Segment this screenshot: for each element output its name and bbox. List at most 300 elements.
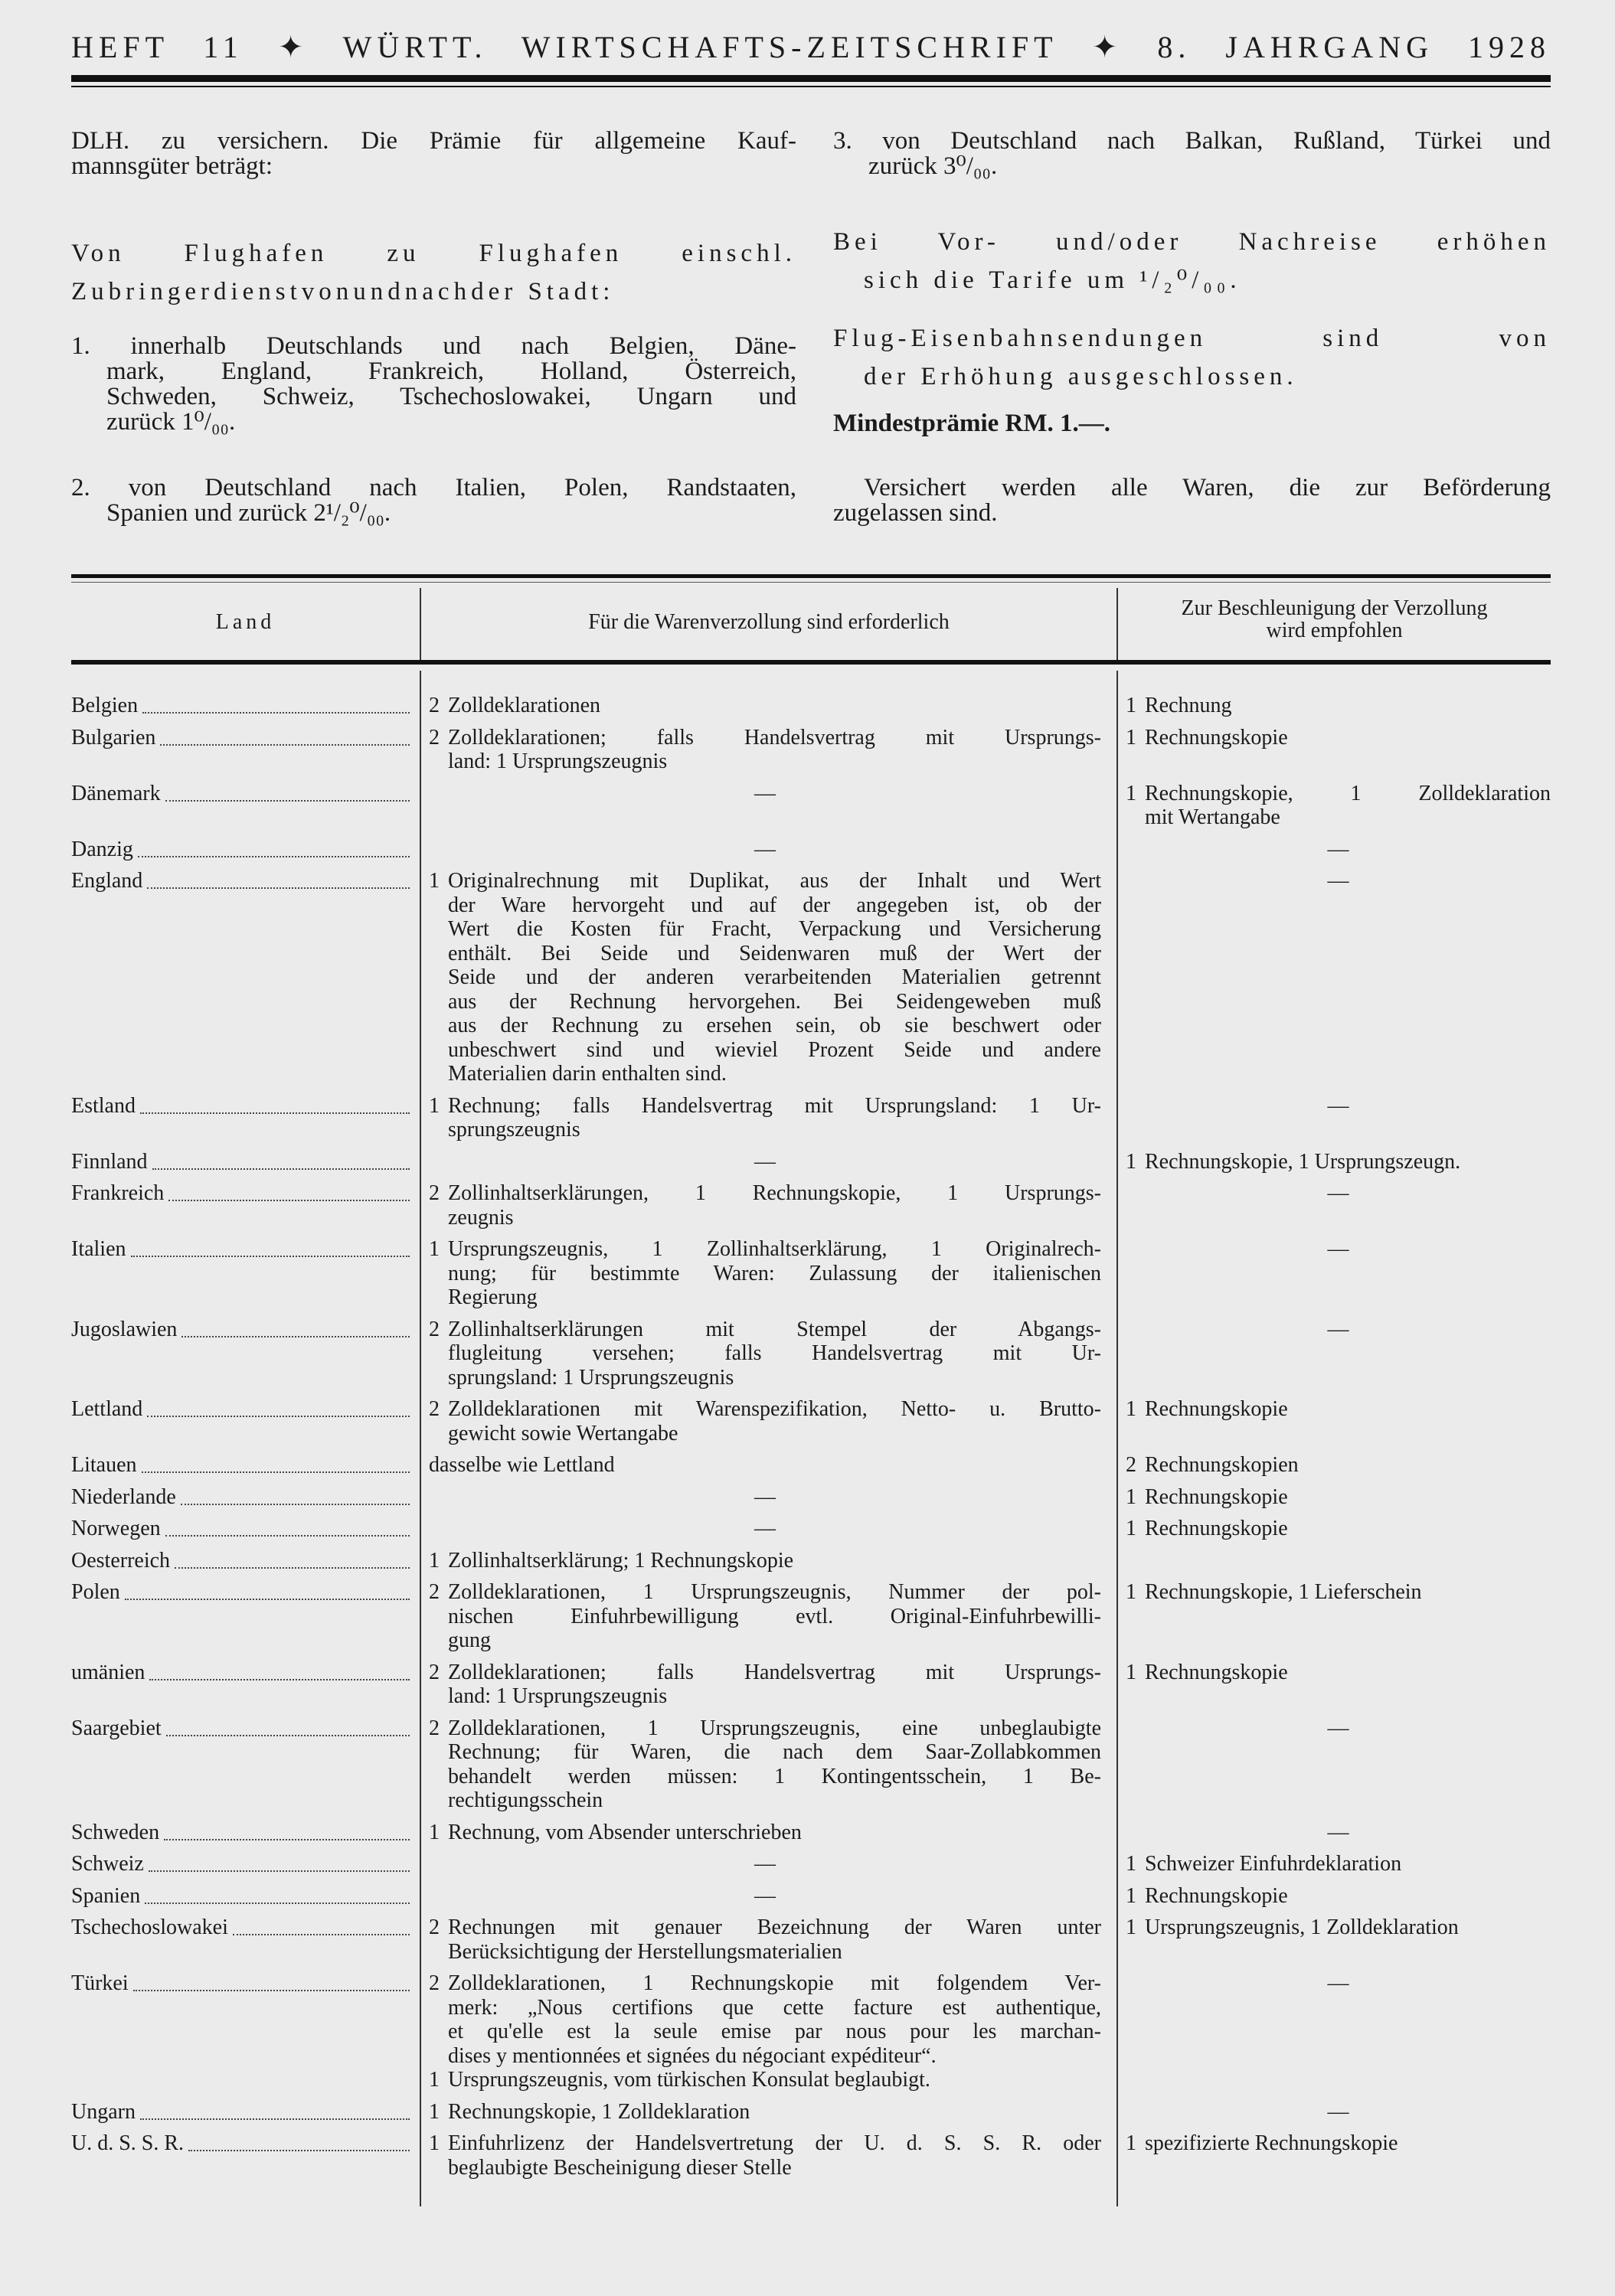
text-line: mark, England, Frankreich, Holland, Österreich, <box>106 358 796 385</box>
entry-text <box>448 1971 1101 2068</box>
country-cell <box>71 869 410 1086</box>
text-line: Rechnungskopie <box>1145 1883 1288 1908</box>
recommended-documents-cell <box>1126 1453 1551 1478</box>
dash-mark: — <box>1327 1237 1349 1261</box>
text-line: Rechnungskopie <box>1145 1660 1288 1684</box>
text-line: zurück 1⁰/₀₀. <box>106 408 236 436</box>
entry-text <box>448 1549 1101 1573</box>
text-line: Zolldeklarationen; falls Handelsvertrag mit Ursprungs- <box>448 725 1101 750</box>
country-cell <box>71 694 410 718</box>
paragraph <box>71 334 796 435</box>
dash-mark: — <box>1327 869 1349 893</box>
table-row <box>71 726 1551 774</box>
country-cell <box>71 2131 410 2180</box>
required-documents-cell <box>429 1716 1101 1813</box>
text-line: Ursprungszeugnis, vom türkischen Konsulat beglaubigt. <box>448 2068 930 2092</box>
country-cell <box>71 1453 410 1478</box>
recommended-documents-cell <box>1126 1549 1551 1573</box>
country-cell <box>71 1485 410 1510</box>
required-documents-cell <box>429 1237 1101 1310</box>
dash-mark: — <box>754 1852 776 1876</box>
entry-text <box>1145 1150 1551 1174</box>
country-name: Frankreich <box>71 1181 165 1205</box>
text-line: Von Flughafen zu Flughafen einschl. <box>71 240 796 267</box>
recommended-documents-cell <box>1126 1094 1551 1142</box>
recommended-documents-cell <box>1126 694 1551 718</box>
required-documents-cell <box>429 1094 1101 1142</box>
entry <box>429 1318 1101 1390</box>
country-name: Spanien <box>71 1883 141 1908</box>
required-documents-cell <box>429 1485 1101 1510</box>
entry <box>1126 1916 1551 1940</box>
dot-leader <box>166 1716 410 1736</box>
dash-mark: — <box>1327 1820 1349 1844</box>
entry-count: 1 <box>1126 1883 1136 1908</box>
required-documents-cell <box>429 1318 1101 1390</box>
dot-leader <box>181 1318 410 1337</box>
text-line: beglaubigte Bescheinigung dieser Stelle <box>448 2155 792 2180</box>
country-cell <box>71 782 410 830</box>
entry-text <box>448 1821 1101 1845</box>
entry-text <box>1145 1397 1551 1422</box>
entry <box>429 1716 1101 1813</box>
table-row <box>71 869 1551 1086</box>
entry-text <box>448 2131 1101 2180</box>
dash-mark: — <box>754 1484 776 1509</box>
entry-text <box>1145 1580 1551 1605</box>
country-name: Ungarn <box>71 2099 136 2124</box>
country-cell <box>71 1237 410 1310</box>
required-documents-cell <box>429 694 1101 718</box>
entry-text <box>1145 782 1551 830</box>
entry <box>429 2068 1101 2092</box>
entry-text <box>448 2100 1101 2125</box>
entry-count: 2 <box>429 1397 440 1421</box>
required-documents-cell <box>429 726 1101 774</box>
entry-count: 2 <box>1126 1453 1136 1477</box>
entry-text <box>1145 1661 1551 1685</box>
text-line: Schweizer Einfuhrdeklaration <box>1145 1852 1402 1876</box>
required-documents-cell <box>429 1453 1101 1478</box>
dot-leader <box>133 1971 410 1991</box>
running-head: HEFT 11 ✦ WÜRTT. WIRTSCHAFTS-ZEITSCHRIFT ✦ 8. JAHRGANG 1928 <box>71 30 1551 64</box>
text-line: Zolldeklarationen <box>448 694 601 717</box>
text-line: spezifizierte Rechnungskopie <box>1145 2131 1398 2155</box>
header-rule <box>71 75 1551 82</box>
table-row <box>71 1716 1551 1813</box>
required-documents-cell <box>429 1397 1101 1445</box>
entry-count: 1 <box>429 2131 440 2155</box>
text-line: land: 1 Ursprungszeugnis <box>448 1684 668 1708</box>
entry-text <box>448 1318 1101 1390</box>
entry-text <box>448 1397 1101 1445</box>
table-row <box>71 1453 1551 1478</box>
entry <box>429 1094 1101 1142</box>
recommended-documents-cell <box>1126 2131 1551 2180</box>
entry <box>429 1181 1101 1230</box>
text-line: merk: „Nous certifions que cette facture est authentique, <box>448 1995 1101 2020</box>
text-line: Rechnungskopie <box>1145 1397 1288 1421</box>
dash-mark: — <box>1327 837 1349 861</box>
paragraph <box>71 129 796 179</box>
required-documents-cell <box>429 1150 1101 1174</box>
entry <box>429 1821 1101 1845</box>
text-line: Rechnungskopien <box>1145 1453 1299 1477</box>
entry-text <box>448 2068 1101 2092</box>
text-line: Einfuhrlizenz der Handelsvertretung der U. d. S. S. R. oder <box>448 2131 1101 2155</box>
entry-count: 1 <box>429 1820 440 1844</box>
entry <box>1126 1150 1551 1174</box>
country-cell <box>71 1150 410 1174</box>
table-header-rule <box>71 660 1551 665</box>
entry-count: 1 <box>429 2068 440 2092</box>
country-name: Finnland <box>71 1149 148 1174</box>
entry <box>429 1916 1101 1964</box>
table-row <box>71 1821 1551 1845</box>
text-line: Zollinhaltserklärungen, 1 Rechnungskopie, 1 Ursprungs- <box>448 1181 1101 1205</box>
text-line: Zubringerdienstvonundnachder Stadt: <box>71 278 615 305</box>
dot-leader <box>147 869 410 889</box>
text-line: zugelassen sind. <box>833 499 998 527</box>
entry <box>1126 726 1551 750</box>
required-documents-cell <box>429 1821 1101 1845</box>
dash-mark: — <box>754 1883 776 1908</box>
dot-leader <box>145 1884 410 1904</box>
entry-count: 2 <box>429 694 440 717</box>
entry-text <box>448 1181 1101 1230</box>
country-cell <box>71 1821 410 1845</box>
entry-text <box>448 1580 1101 1653</box>
recommended-documents-cell <box>1126 1181 1551 1230</box>
required-documents-cell <box>429 782 1101 830</box>
text-line: nischen Einfuhrbewilligung evtl. Original-Einfuhrbewilli- <box>448 1604 1101 1628</box>
table-row <box>71 2131 1551 2180</box>
recommended-documents-cell <box>1126 1661 1551 1709</box>
entry <box>1126 2131 1551 2156</box>
dot-leader <box>140 1094 410 1114</box>
entry-count: 1 <box>1126 1916 1136 1939</box>
country-name: Bulgarien <box>71 725 156 750</box>
dot-leader <box>233 1916 410 1935</box>
text-line: dises y mentionnées et signées du négociant expéditeur“. <box>448 2043 937 2068</box>
country-cell <box>71 1397 410 1445</box>
entry-text <box>448 1661 1101 1709</box>
country-cell <box>71 1517 410 1541</box>
entry-count: 1 <box>429 2099 440 2124</box>
country-cell <box>71 2100 410 2125</box>
text-line: der Erhöhung ausgeschlossen. <box>864 363 1298 390</box>
table-row <box>71 1181 1551 1230</box>
dot-leader <box>147 1397 410 1417</box>
entry-count: 1 <box>1126 1484 1136 1509</box>
required-documents-cell <box>429 1181 1101 1230</box>
text-line: et qu'elle est la seule emise par nous pour les marchan- <box>448 2020 1101 2043</box>
entry-text <box>1145 1453 1551 1478</box>
text-line: Ursprungszeugnis, 1 Zolldeklaration <box>1145 1916 1459 1939</box>
dot-leader <box>149 1661 410 1680</box>
country-name: Polen <box>71 1580 120 1604</box>
text-line: Rechnungskopie, 1 Zolldeklaration <box>1145 781 1551 805</box>
table-top-rule-thin <box>71 582 1551 583</box>
entry <box>429 726 1101 774</box>
text-line: Rechnung; falls Handelsvertrag mit Ursprungsland: 1 Ur- <box>448 1093 1101 1118</box>
text-line: Zolldeklarationen mit Warenspezifikation, Netto- u. Brutto- <box>448 1397 1101 1421</box>
country-name: Tschechoslowakei <box>71 1916 228 1939</box>
country-name: Jugoslawien <box>71 1317 178 1341</box>
text-line: Rechnungskopie, 1 Zolldeklaration <box>448 2099 750 2124</box>
required-documents-cell <box>429 1661 1101 1709</box>
country-name: Estland <box>71 1093 136 1118</box>
text-line: gewicht sowie Wertangabe <box>448 1421 678 1445</box>
text-line: Wert die Kosten für Fracht, Verpackung und Versicherung <box>448 917 1101 941</box>
entry-count: 2 <box>429 1716 440 1740</box>
entry-count: 1 <box>1126 781 1136 805</box>
dot-leader <box>164 1821 410 1840</box>
dot-leader <box>140 2100 410 2120</box>
recommended-documents-cell <box>1126 1884 1551 1909</box>
table-row <box>71 1661 1551 1709</box>
entry-text <box>1145 1884 1551 1909</box>
table-row <box>71 1150 1551 1174</box>
paragraph <box>71 475 796 526</box>
dot-leader <box>142 1453 410 1473</box>
text-line: Mindestprämie RM. 1.—. <box>833 410 1111 437</box>
paragraph <box>833 411 1551 436</box>
table-row <box>71 1397 1551 1445</box>
country-name: Türkei <box>71 1971 129 1995</box>
entry <box>429 1661 1101 1709</box>
entry-count: 1 <box>429 869 440 893</box>
text-line: Ursprungszeugnis, 1 Zollinhaltserklärung, 1 Originalrech- <box>448 1237 1101 1261</box>
entry-count: 1 <box>1126 1660 1136 1684</box>
required-documents-cell <box>429 1971 1101 2092</box>
text-line: Rechnung, vom Absender unterschrieben <box>448 1820 802 1844</box>
table-row <box>71 1884 1551 1909</box>
entry <box>1126 1397 1551 1422</box>
entry-count: 1 <box>429 1548 440 1573</box>
text-line: Zolldeklarationen, 1 Ursprungszeugnis, eine unbeglaubigte <box>448 1716 1101 1740</box>
entry <box>1126 782 1551 830</box>
country-cell <box>71 726 410 774</box>
required-documents-cell <box>429 838 1101 862</box>
entry-count: 2 <box>429 1916 440 1939</box>
entry <box>1126 1852 1551 1876</box>
entry <box>429 1549 1101 1573</box>
required-documents-cell <box>429 869 1101 1086</box>
table-row <box>71 838 1551 862</box>
recommended-documents-cell <box>1126 2100 1551 2125</box>
entry-count: 2 <box>429 1317 440 1341</box>
country-name: Schweden <box>71 1820 160 1844</box>
entry <box>429 1971 1101 2068</box>
dash-mark: — <box>754 1517 776 1540</box>
entry-count: 1 <box>1126 2131 1136 2155</box>
entry-text <box>448 1237 1101 1310</box>
dot-leader <box>149 1852 410 1872</box>
paragraph <box>833 319 1551 396</box>
paragraph <box>833 223 1551 299</box>
text-line: DLH. zu versichern. Die Prämie für allgemeine Kauf- <box>71 127 796 155</box>
table-row <box>71 1580 1551 1653</box>
entry-text <box>1145 1916 1551 1940</box>
dash-mark: — <box>754 1149 776 1174</box>
entry <box>429 1237 1101 1310</box>
country-cell <box>71 1884 410 1909</box>
country-cell <box>71 1716 410 1813</box>
table-row <box>71 1485 1551 1510</box>
entry-count: 1 <box>1126 1580 1136 1604</box>
required-documents-cell <box>429 1580 1101 1653</box>
entry <box>429 1580 1101 1653</box>
entry-text <box>448 1716 1101 1813</box>
text-line: 3. von Deutschland nach Balkan, Rußland, Türkei und <box>833 127 1551 155</box>
entry-count: 1 <box>1126 725 1136 750</box>
country-cell <box>71 1094 410 1142</box>
entry-count: 2 <box>429 1580 440 1604</box>
paragraph <box>71 234 796 311</box>
table-row <box>71 1094 1551 1142</box>
country-cell <box>71 1549 410 1573</box>
table-row <box>71 1852 1551 1876</box>
country-cell <box>71 1661 410 1709</box>
entry-text <box>448 1916 1101 1964</box>
dot-leader <box>125 1580 410 1600</box>
country-name: Belgien <box>71 694 139 717</box>
country-name: Dänemark <box>71 781 161 805</box>
column-header-required: Für die Warenverzollung sind erforderlich <box>588 610 950 634</box>
dot-leader <box>160 726 410 746</box>
text-line: zurück 3⁰/₀₀. <box>868 152 998 180</box>
entry-text <box>1145 1852 1551 1876</box>
table-row <box>71 2100 1551 2125</box>
dash-mark: — <box>1327 1181 1349 1205</box>
country-cell <box>71 1916 410 1964</box>
dot-leader <box>181 1485 410 1505</box>
text-line: Schweden, Schweiz, Tschechoslowakei, Ungarn und <box>106 383 796 410</box>
entry-count: 2 <box>429 1181 440 1205</box>
entry-count: 2 <box>429 725 440 750</box>
entry <box>429 2131 1101 2180</box>
country-name: England <box>71 869 143 893</box>
text-line: Rechnungskopie, 1 Lieferschein <box>1145 1580 1422 1604</box>
country-cell <box>71 1971 410 2092</box>
dash-mark: — <box>1327 2099 1349 2124</box>
dash-mark: — <box>1327 1093 1349 1118</box>
header-rule-thin <box>71 86 1551 87</box>
recommended-documents-cell <box>1126 1916 1551 1964</box>
text-line: Regierung <box>448 1285 538 1309</box>
dot-leader <box>165 782 410 802</box>
country-name: Danzig <box>71 837 133 861</box>
table-row <box>71 1971 1551 2092</box>
text-line: aus der Rechnung zu ersehen sein, ob sie beschwert oder <box>448 1014 1101 1037</box>
entry-text <box>429 1453 1101 1478</box>
entry-text <box>448 1094 1101 1142</box>
dot-leader <box>168 1181 410 1201</box>
paragraph <box>833 475 1551 526</box>
text-line: 2. von Deutschland nach Italien, Polen, Randstaaten, <box>71 474 796 501</box>
text-line: sprungsland: 1 Ursprungszeugnis <box>448 1365 734 1390</box>
dot-leader <box>175 1549 410 1569</box>
text-line: enthält. Bei Seide und Seidenwaren muß der Wert der <box>448 941 1101 965</box>
country-cell <box>71 1181 410 1230</box>
entry-count: 1 <box>1126 1149 1136 1174</box>
text-line: Rechnung; für Waren, die nach dem Saar-Zollabkommen <box>448 1740 1101 1764</box>
text-line: Bei Vor- und/oder Nachreise erhöhen <box>833 228 1551 256</box>
entry <box>1126 1485 1551 1510</box>
recommended-documents-cell <box>1126 1821 1551 1845</box>
recommended-documents-cell <box>1126 1852 1551 1876</box>
entry <box>429 1453 1101 1478</box>
recommended-documents-cell <box>1126 726 1551 774</box>
required-documents-cell <box>429 1884 1101 1909</box>
text-line: sich die Tarife um ¹/₂⁰/₀₀. <box>864 266 1241 294</box>
text-line: Zolldeklarationen, 1 Ursprungszeugnis, Nummer der pol- <box>448 1580 1101 1604</box>
text-line: der Ware hervorgeht und auf der angegeben ist, ob der <box>448 893 1101 917</box>
dash-mark: — <box>1327 1971 1349 1995</box>
text-line: Rechnungskopie <box>1145 725 1288 750</box>
dash-mark: — <box>1327 1317 1349 1341</box>
dot-leader <box>131 1237 410 1257</box>
table-row <box>71 694 1551 718</box>
entry <box>429 1397 1101 1445</box>
recommended-documents-cell <box>1126 838 1551 862</box>
recommended-documents-cell <box>1126 869 1551 1086</box>
entry <box>1126 694 1551 718</box>
country-name: Norwegen <box>71 1517 161 1540</box>
table-row <box>71 782 1551 830</box>
column-header-land: Land <box>215 610 276 634</box>
text-line: 1. innerhalb Deutschlands und nach Belgien, Däne- <box>71 332 796 360</box>
recommended-documents-cell <box>1126 1237 1551 1310</box>
text-line: Originalrechnung mit Duplikat, aus der Inhalt und Wert <box>448 869 1101 893</box>
text-line: Rechnungen mit genauer Bezeichnung der Waren unter <box>448 1916 1101 1939</box>
country-name: Litauen <box>71 1453 137 1477</box>
country-cell <box>71 1580 410 1653</box>
entry-count: 1 <box>1126 1517 1136 1540</box>
country-name: Niederlande <box>71 1484 176 1509</box>
table-row <box>71 1916 1551 1964</box>
entry-count: 1 <box>429 1237 440 1261</box>
required-documents-cell <box>429 1852 1101 1876</box>
entry-count: 1 <box>1126 1852 1136 1876</box>
text-line: behandelt werden müssen: 1 Kontingentsschein, 1 Be- <box>448 1764 1101 1788</box>
country-name: umänien <box>71 1660 145 1684</box>
text-line: unbeschwert sind und wieviel Prozent Seide und andere <box>448 1037 1101 1062</box>
country-name: Schweiz <box>71 1852 144 1876</box>
table-row <box>71 1549 1551 1573</box>
text-line: Flug-Eisenbahnsendungen sind von <box>833 325 1551 352</box>
dot-leader <box>188 2131 410 2151</box>
required-documents-cell <box>429 2131 1101 2180</box>
country-cell <box>71 1852 410 1876</box>
entry <box>1126 1517 1551 1541</box>
text-line: mannsgüter beträgt: <box>71 152 273 180</box>
required-documents-cell <box>429 1916 1101 1964</box>
table-top-rule <box>71 574 1551 578</box>
recommended-documents-cell <box>1126 1485 1551 1510</box>
dot-leader <box>142 694 410 714</box>
required-documents-cell <box>429 1517 1101 1541</box>
text-line: dasselbe wie Lettland <box>429 1453 615 1477</box>
entry-count: 1 <box>1126 694 1136 717</box>
text-line: Berücksichtigung der Herstellungsmaterialien <box>448 1939 842 1964</box>
entry-text <box>448 694 1101 718</box>
text-line: gung <box>448 1628 491 1652</box>
entry-text <box>448 726 1101 774</box>
recommended-documents-cell <box>1126 1716 1551 1813</box>
dash-mark: — <box>754 781 776 805</box>
